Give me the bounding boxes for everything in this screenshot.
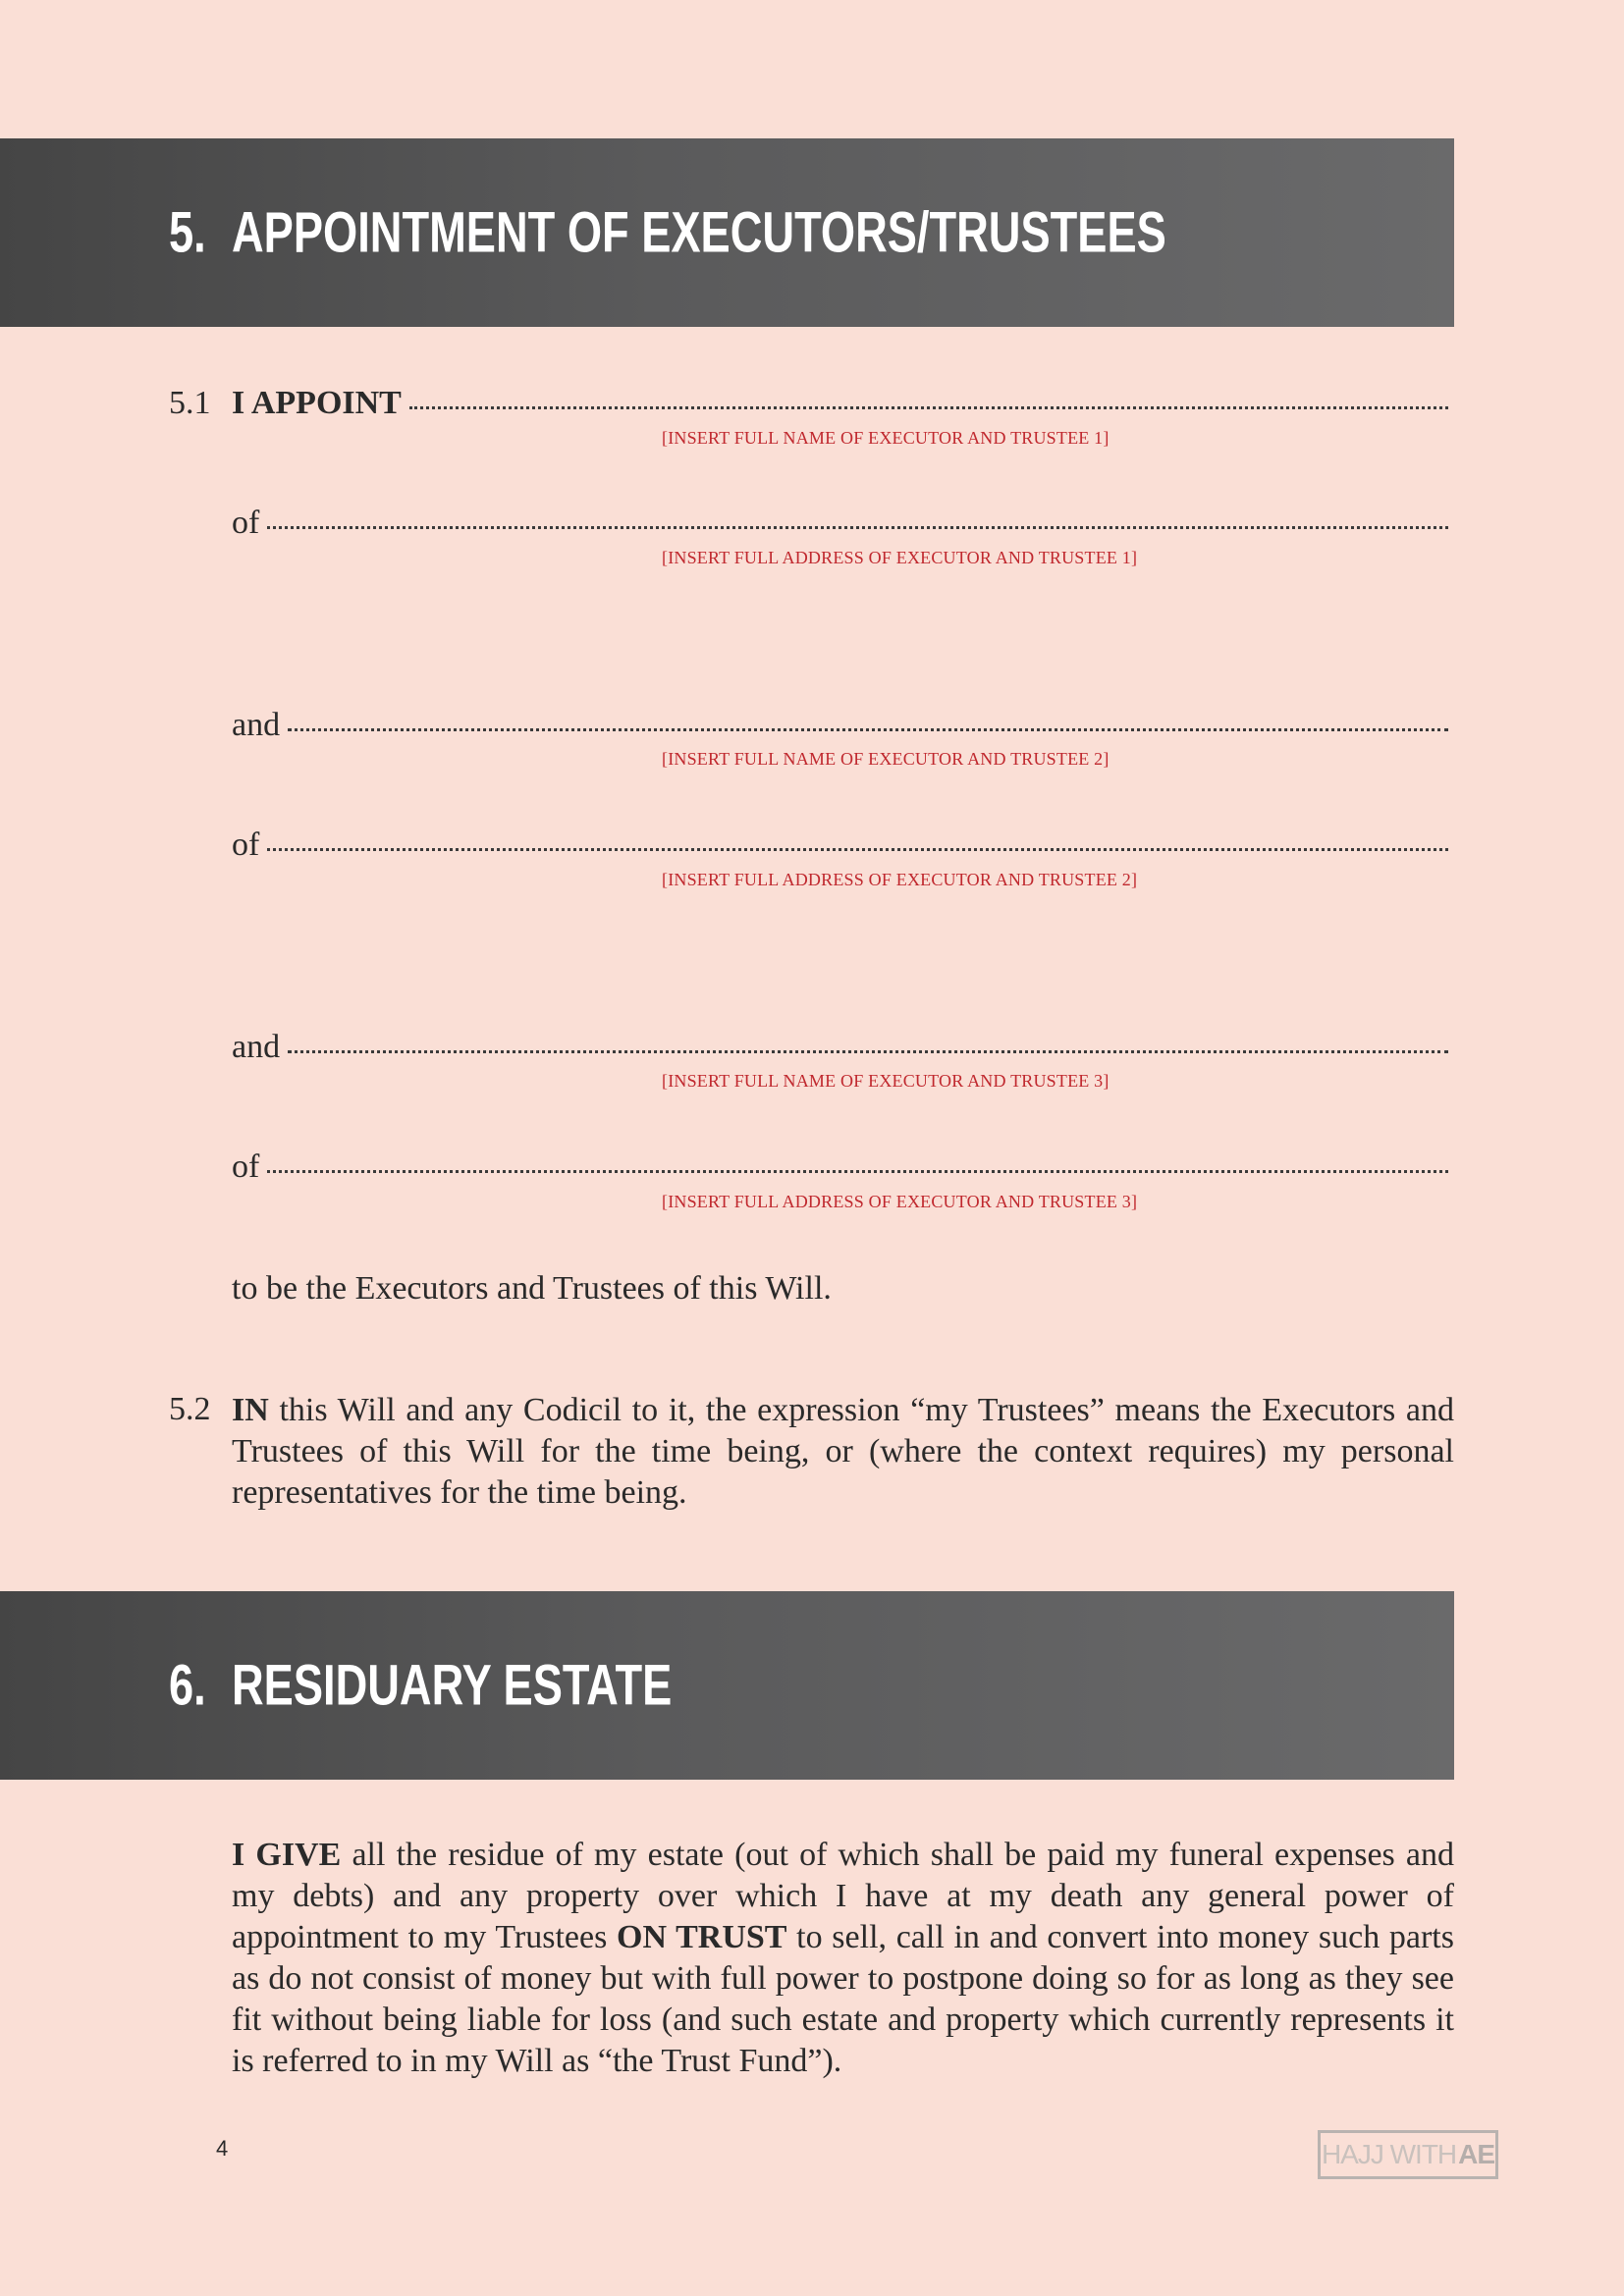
executor-3-name-row: [232, 1029, 1448, 1066]
residuary-text-part-1: all the residue of my estate (out of which shall be paid my funeral expenses and my debts) and any property over which I have at my death any general power of appointment to my Trustees: [232, 1837, 1455, 1955]
executor-2-name-row: [232, 707, 1448, 744]
executor-2-name-hint: [INSERT FULL NAME OF EXECUTOR AND TRUSTEE 2]: [662, 749, 1110, 769]
executor-3-address-hint: [INSERT FULL ADDRESS OF EXECUTOR AND TRUSTEE 3]: [662, 1192, 1138, 1211]
executor-3-name-hint: [INSERT FULL NAME OF EXECUTOR AND TRUSTEE 3]: [662, 1071, 1110, 1091]
row-lead-and: and: [232, 707, 281, 743]
appoint-label: I APPOINT: [232, 385, 402, 421]
residuary-text-part-2: to sell, call in and convert into money such parts as do not consist of money but with full power to postpone doing so for as long as they see fit without being liable for loss (and such estate and property which currently represents it is referred to in my Will as “the Trust Fund”).: [232, 1919, 1454, 2079]
executors-closing-text: to be the Executors and Trustees of this Will.: [232, 1270, 832, 1307]
clause-5-2-number: 5.2: [169, 1391, 211, 1427]
executor-1-name-hint: [INSERT FULL NAME OF EXECUTOR AND TRUSTEE 1]: [662, 428, 1110, 448]
executor-1-name-field[interactable]: [409, 406, 1448, 409]
on-trust-bold: ON TRUST: [617, 1919, 787, 1955]
clause-5-2-body: this Will and any Codicil to it, the expression “my Trustees” means the Executors and Trustees of this Will for the time being, or (where the context requires) my personal representatives for the time being.: [232, 1392, 1454, 1511]
row-lead-of: of: [232, 505, 260, 541]
clause-5-2-text: [232, 1390, 1454, 1514]
section-5-banner: [0, 138, 1454, 327]
executor-3-address-field[interactable]: [267, 1170, 1448, 1173]
appoint-row: [232, 385, 1448, 422]
logo-text: HAJJ WITH: [1321, 2139, 1457, 2169]
section-6-number: 6.: [169, 1653, 206, 1718]
page-number: 4: [216, 2136, 229, 2161]
row-lead-of: of: [232, 827, 260, 863]
logo-bold-text: AE: [1458, 2139, 1495, 2169]
executor-3-address-row: [232, 1148, 1448, 1186]
executor-2-address-hint: [INSERT FULL ADDRESS OF EXECUTOR AND TRUSTEE 2]: [662, 870, 1138, 889]
executor-1-address-row: [232, 505, 1448, 542]
section-6-banner: [0, 1591, 1454, 1780]
hajj-with-ae-logo: [1318, 2130, 1498, 2179]
section-5-number: 5.: [169, 200, 206, 265]
executor-3-name-field[interactable]: [288, 1050, 1448, 1053]
residuary-estate-text: [232, 1835, 1454, 2082]
clause-5-2-bold: IN: [232, 1392, 269, 1428]
row-lead-of: of: [232, 1148, 260, 1185]
executor-2-address-field[interactable]: [267, 848, 1448, 851]
clause-5-1-number: 5.1: [169, 385, 211, 421]
executor-2-name-field[interactable]: [288, 728, 1448, 731]
executor-1-address-hint: [INSERT FULL ADDRESS OF EXECUTOR AND TRUSTEE 1]: [662, 548, 1138, 567]
section-6-title: RESIDUARY ESTATE: [232, 1653, 673, 1718]
executor-2-address-row: [232, 827, 1448, 864]
section-5-title: APPOINTMENT OF EXECUTORS/TRUSTEES: [232, 200, 1166, 265]
row-lead-and: and: [232, 1029, 281, 1065]
i-give-bold: I GIVE: [232, 1837, 342, 1873]
executor-1-address-field[interactable]: [267, 526, 1448, 529]
